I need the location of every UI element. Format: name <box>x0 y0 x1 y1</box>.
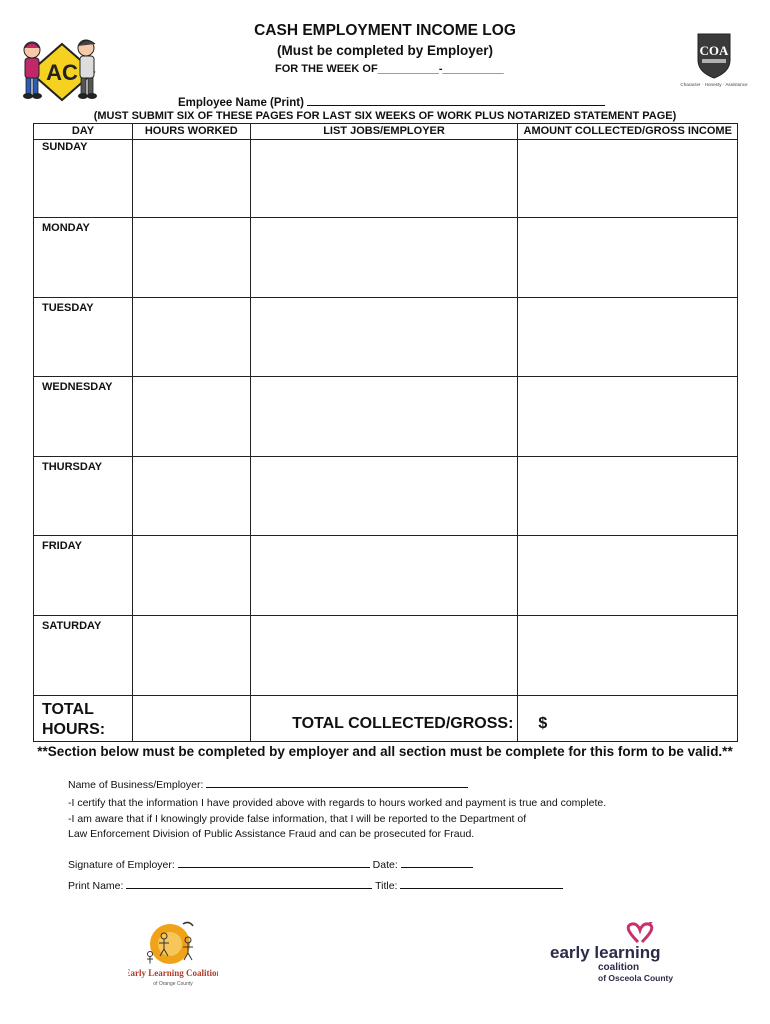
table-row <box>34 536 738 616</box>
week-of-field[interactable]: FOR THE WEEK OF__________-__________ <box>275 63 504 75</box>
table-row <box>34 297 738 377</box>
column-header-jobs: LIST JOBS/EMPLOYER <box>250 124 518 140</box>
date-field[interactable] <box>401 857 473 868</box>
amount-cell[interactable] <box>518 140 738 218</box>
jobs-cell[interactable] <box>250 140 518 218</box>
day-label: FRIDAY <box>42 540 82 553</box>
jobs-cell[interactable] <box>250 297 518 377</box>
print-name-row <box>68 878 563 892</box>
total-hours-label <box>34 696 132 740</box>
total-collected-label-cell <box>250 695 518 741</box>
jobs-cell[interactable] <box>250 536 518 616</box>
day-cell <box>34 297 133 377</box>
table-row <box>34 377 738 457</box>
table-row <box>34 615 738 695</box>
totals-row <box>34 695 738 741</box>
amount-cell[interactable] <box>518 218 738 298</box>
total-hours-cell[interactable] <box>132 695 250 741</box>
amount-cell[interactable] <box>518 377 738 457</box>
hours-cell[interactable] <box>132 377 250 457</box>
table-row <box>34 456 738 536</box>
print-name-label: Print Name: <box>68 880 124 892</box>
svg-text:Early Learning Coalition: Early Learning Coalition <box>128 968 218 978</box>
total-collected-cell[interactable] <box>518 695 738 741</box>
table-header-row <box>34 124 738 140</box>
svg-text:Character · Honesty · Assi: Character · Honesty · Assistance <box>680 82 748 87</box>
jobs-cell[interactable] <box>250 456 518 536</box>
day-label: MONDAY <box>42 222 90 234</box>
coa-crest-logo <box>666 30 762 88</box>
amount-cell[interactable] <box>518 456 738 536</box>
kids-cartoon-logo <box>18 36 104 104</box>
day-cell <box>34 536 133 616</box>
day-cell <box>34 377 133 457</box>
fraud-warning-line1: -I am aware that if I knowingly provide false information, that I will be reported to the Department of <box>68 813 527 825</box>
currency-symbol: $ <box>538 714 548 732</box>
column-header-amount: AMOUNT COLLECTED/GROSS INCOME <box>518 124 738 140</box>
day-cell <box>34 218 133 298</box>
total-collected-label: TOTAL COLLECTED/GROSS: <box>292 714 514 732</box>
jobs-cell[interactable] <box>250 615 518 695</box>
total-hours-line2: HOURS: <box>42 720 106 738</box>
signature-field[interactable] <box>178 857 370 868</box>
total-hours-label-cell <box>34 695 133 741</box>
employer-section-note: **Section below must be completed by employer and all section must be complete for this form to be valid.** <box>37 744 733 759</box>
fraud-warning-line2: Law Enforcement Division of Public Assistance Fraud and can be prosecuted for Fraud. <box>68 828 475 840</box>
hours-cell[interactable] <box>132 456 250 536</box>
jobs-cell[interactable] <box>250 377 518 457</box>
hours-cell[interactable] <box>132 297 250 377</box>
signature-row <box>68 857 473 871</box>
hours-cell[interactable] <box>132 536 250 616</box>
day-cell <box>34 615 133 695</box>
employee-name-field[interactable] <box>307 95 605 106</box>
svg-text:of Orange County: of Orange County <box>153 981 193 987</box>
business-name-field[interactable] <box>206 777 468 788</box>
svg-text:AC: AC <box>46 60 78 85</box>
day-label: TUESDAY <box>42 301 94 314</box>
hours-cell[interactable] <box>132 615 250 695</box>
column-header-day: DAY <box>34 124 133 140</box>
submit-note: (MUST SUBMIT SIX OF THESE PAGES FOR LAST SIX WEEKS OF WORK PLUS NOTARIZED STATEMENT PAGE) <box>93 110 677 122</box>
svg-text:COA: COA <box>699 43 729 58</box>
amount-cell[interactable] <box>518 536 738 616</box>
page-title: CASH EMPLOYMENT INCOME LOG <box>254 22 516 39</box>
elc-orange-county-logo <box>128 918 218 990</box>
jobs-cell[interactable] <box>250 218 518 298</box>
day-cell <box>34 140 133 218</box>
total-hours-line1: TOTAL <box>42 700 94 718</box>
table-row <box>34 218 738 298</box>
amount-cell[interactable] <box>518 297 738 377</box>
day-label: WEDNESDAY <box>42 381 113 394</box>
day-label: SATURDAY <box>42 619 102 632</box>
svg-text:early learning: early learning <box>550 943 661 962</box>
employee-name-label: Employee Name (Print) <box>178 97 304 109</box>
business-name-label: Name of Business/Employer: <box>68 779 204 791</box>
income-log-table <box>33 123 738 742</box>
title-label: Title: <box>375 880 398 892</box>
print-name-field[interactable] <box>126 878 372 889</box>
elc-osceola-county-logo <box>548 922 678 984</box>
day-label: THURSDAY <box>42 460 103 473</box>
employee-name-row <box>178 95 605 109</box>
day-cell <box>34 456 133 536</box>
date-label: Date: <box>372 859 398 871</box>
svg-text:coalition: coalition <box>598 962 640 973</box>
svg-text:of Osceola County: of Osceola County <box>598 973 674 983</box>
table-row <box>34 140 738 218</box>
hours-cell[interactable] <box>132 218 250 298</box>
hours-cell[interactable] <box>132 140 250 218</box>
page-subtitle: (Must be completed by Employer) <box>276 43 494 58</box>
title-field[interactable] <box>400 878 563 889</box>
amount-cell[interactable] <box>518 615 738 695</box>
column-header-hours: HOURS WORKED <box>132 124 250 140</box>
day-label: SUNDAY <box>42 141 88 153</box>
business-name-row <box>68 777 468 791</box>
signature-label: Signature of Employer: <box>68 859 175 871</box>
certify-statement: -I certify that the information I have provided above with regards to hours worked and payment is true and complete. <box>68 797 607 809</box>
